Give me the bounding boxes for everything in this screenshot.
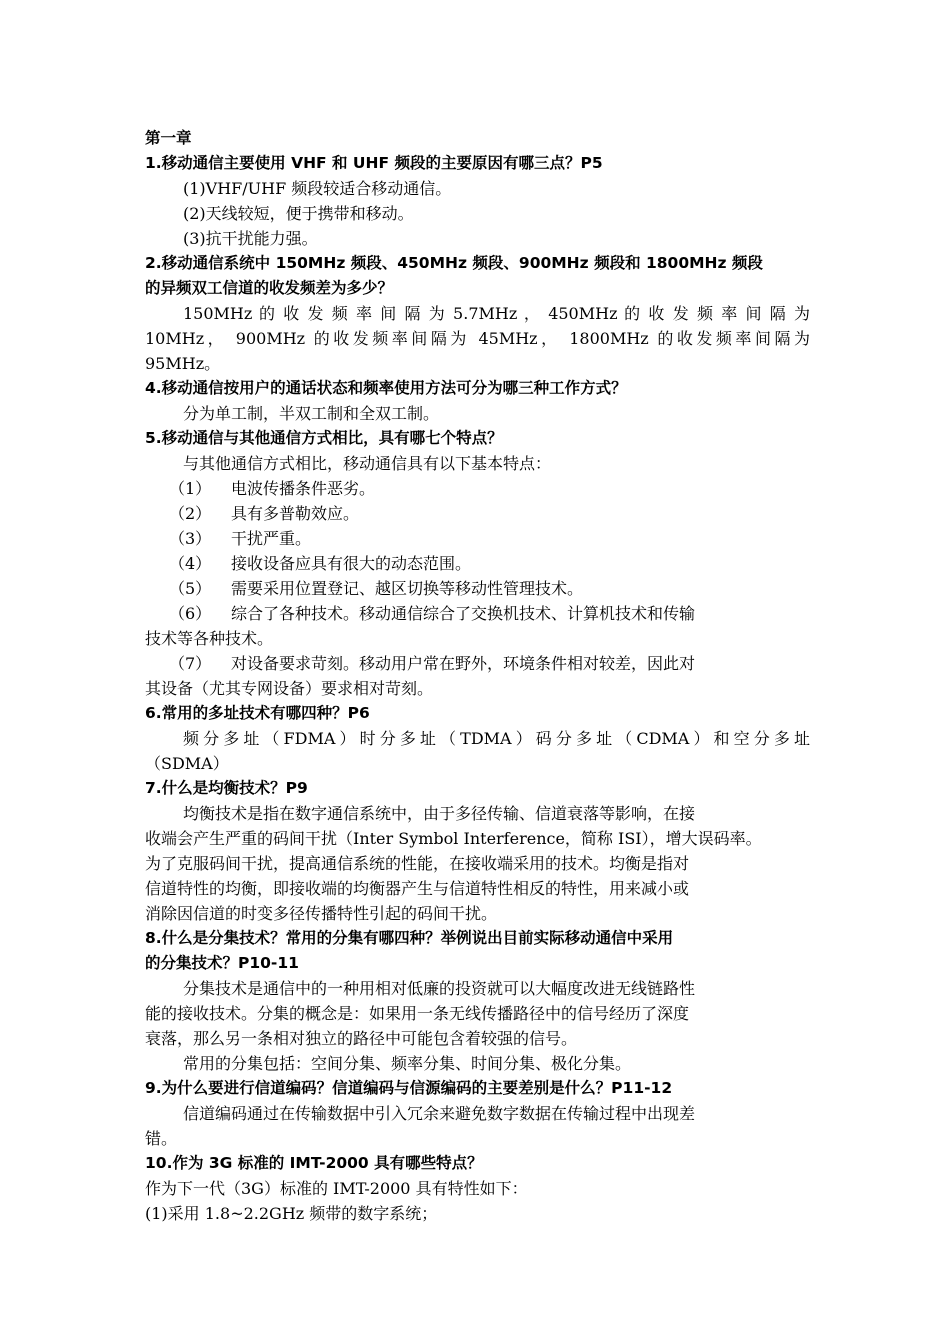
q5-item [145,551,810,576]
q5-item-text: 综合了各种技术。移动通信综合了交换机技术、计算机技术和传输 [231,604,696,623]
q5-item-text: 干扰严重。 [231,529,312,548]
question-7-title: 7.什么是均衡技术？P9 [145,779,308,797]
q6-answer-line-1: 频分多址（FDMA）时分多址（TDMA）码分多址（CDMA）和空分多址 [183,729,810,748]
q7-answer-line: 信道特性的均衡，即接收端的均衡器产生与信道特性相反的特性，用来减小或 [145,879,690,898]
question-9-title: 9.为什么要进行信道编码？信道编码与信源编码的主要差别是什么？P11-12 [145,1079,673,1097]
q5-intro: 与其他通信方式相比，移动通信具有以下基本特点： [183,454,552,473]
q2-answer-line-1: 150MHz 的 收 发 频 率 间 隔 为 5.7MHz ， 450MHz 的 收 发 频 率 间 隔 为 [183,304,810,323]
q5-item-text: 需要采用位置登记、越区切换等移动性管理技术。 [231,579,584,598]
q7-answer-line: 均衡技术是指在数字通信系统中，由于多径传输、信道衰落等影响，在接 [183,804,696,823]
q2-answer-line-2: 10MHz， 900MHz 的收发频率间隔为 45MHz， 1800MHz 的收发频率间隔为 [145,329,810,348]
q5-item-6-continuation: 技术等各种技术。 [145,629,274,648]
q10-intro: 作为下一代（3G）标准的 IMT-2000 具有特性如下： [145,1179,528,1198]
chapter-title: 第一章 [145,129,192,147]
q4-answer: 分为单工制，半双工制和全双工制。 [183,404,440,423]
q5-item-number: （3） [169,529,212,548]
q5-item-number: （5） [169,579,212,598]
q9-answer-line-1: 信道编码通过在传输数据中引入冗余来避免数字数据在传输过程中出现差 [183,1104,696,1123]
question-8-title-line-1: 8.什么是分集技术？常用的分集有哪四种？举例说出目前实际移动通信中采用 [145,929,674,947]
question-10-title: 10.作为 3G 标准的 IMT-2000 具有哪些特点？ [145,1154,483,1172]
q5-item [145,501,810,526]
q5-item [145,601,810,626]
document-page [145,126,810,1226]
question-2-title-line-2: 的异频双工信道的收发频差为多少？ [145,279,394,297]
q10-item-1: (1)采用 1.8~2.2GHz 频带的数字系统； [145,1204,438,1223]
q5-item [145,651,810,676]
q1-answer-line: (1)VHF/UHF 频段较适合移动通信。 [183,179,452,198]
q9-answer-line-2: 错。 [145,1129,178,1148]
q5-item-number: （6） [169,604,212,623]
q8-answer-line: 衰落，那么另一条相对独立的路径中可能包含着较强的信号。 [145,1029,578,1048]
question-5-title: 5.移动通信与其他通信方式相比，具有哪七个特点？ [145,429,503,447]
q5-item [145,576,810,601]
q6-answer-line-2: （SDMA） [145,754,229,773]
question-1-title: 1.移动通信主要使用 VHF 和 UHF 频段的主要原因有哪三点？P5 [145,154,603,172]
q8-answer-line: 能的接收技术。分集的概念是：如果用一条无线传播路径中的信号经历了深度 [145,1004,690,1023]
q5-item-text: 对设备要求苛刻。移动用户常在野外，环境条件相对较差，因此对 [231,654,696,673]
q1-answer-line: (3)抗干扰能力强。 [183,229,318,248]
q5-item-text: 接收设备应具有很大的动态范围。 [231,554,472,573]
q2-answer-line-3: 95MHz。 [145,354,221,373]
q5-item-number: （4） [169,554,212,573]
question-2-title-line-1: 2.移动通信系统中 150MHz 频段、450MHz 频段、900MHz 频段和 1800MHz 频段 [145,254,763,272]
question-6-title: 6.常用的多址技术有哪四种？P6 [145,704,370,722]
q8-common-diversity: 常用的分集包括：空间分集、频率分集、时间分集、极化分集。 [183,1054,632,1073]
q7-answer-line: 为了克服码间干扰，提高通信系统的性能，在接收端采用的技术。均衡是指对 [145,854,690,873]
q5-item [145,476,810,501]
q5-item-text: 电波传播条件恶劣。 [231,479,376,498]
q1-answer-line: (2)天线较短，便于携带和移动。 [183,204,414,223]
q5-item-number: （7） [169,654,212,673]
q7-answer-line: 收端会产生严重的码间干扰（Inter Symbol Interference，简称 ISI），增大误码率。 [145,829,762,848]
q5-item-number: （1） [169,479,212,498]
q5-item-number: （2） [169,504,212,523]
q8-answer-line: 分集技术是通信中的一种用相对低廉的投资就可以大幅度改进无线链路性 [183,979,696,998]
question-4-title: 4.移动通信按用户的通话状态和频率使用方法可分为哪三种工作方式？ [145,379,627,397]
q5-item-7-continuation: 其设备（尤其专网设备）要求相对苛刻。 [145,679,434,698]
q7-answer-line: 消除因信道的时变多径传播特性引起的码间干扰。 [145,904,498,923]
q5-item [145,526,810,551]
question-8-title-line-2: 的分集技术？P10-11 [145,954,299,972]
q5-item-text: 具有多普勒效应。 [231,504,360,523]
